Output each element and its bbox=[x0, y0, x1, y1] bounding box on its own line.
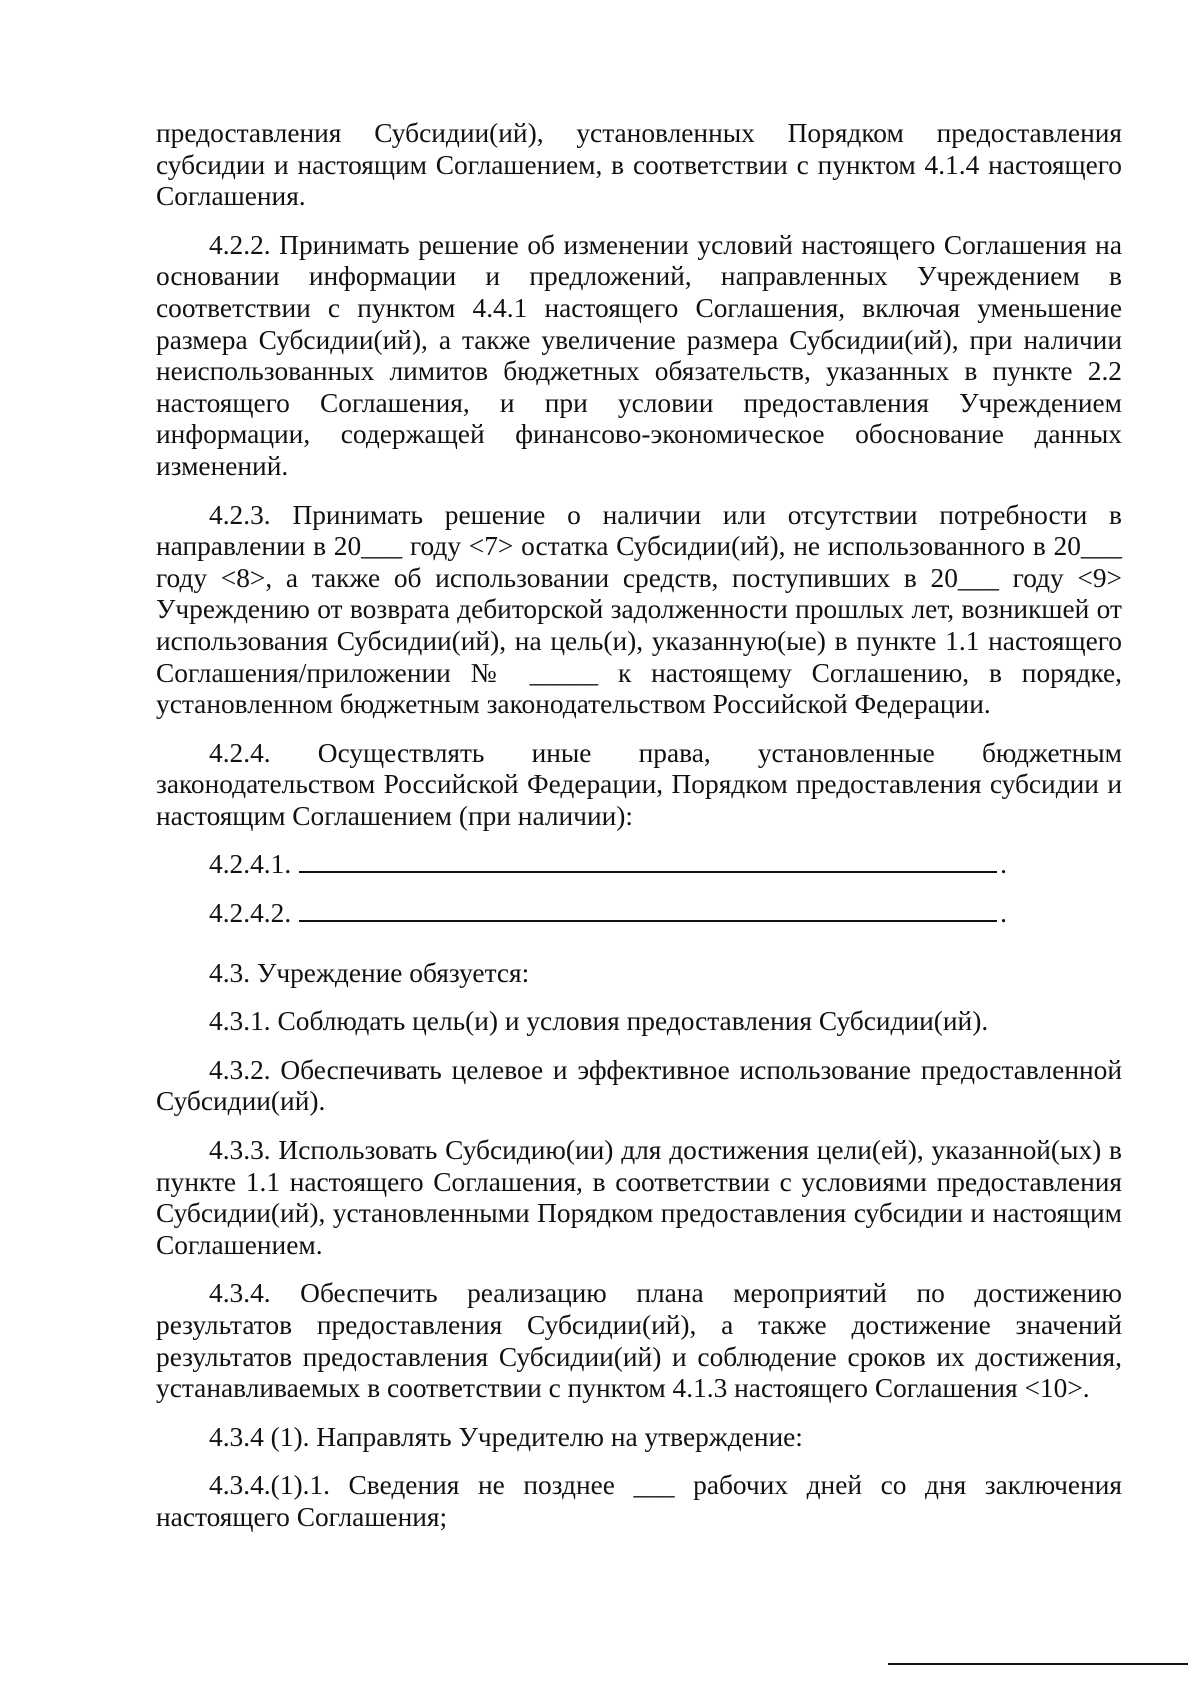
paragraph-4-2-2: 4.2.2. Принимать решение об изменении условий настоящего Соглашения на основании информации и предложений, направленных Учреждением в соответствии с пунктом 4.4.1 настоящего Соглашения, включая уменьшение размера Субсидии(ий), а также увеличение размера Субсидии(ий), при наличии неиспользованных лимитов бюджетных обязательств, указанных в пункте 2.2 настоящего Соглашения, и при условии предоставления Учреждением информации, содержащей финансово-экономическое обоснование данных изменений. bbox=[156, 229, 1122, 481]
fill-line-end: . bbox=[1000, 898, 1008, 929]
paragraph-4-3-3: 4.3.3. Использовать Субсидию(ии) для достижения цели(ей), указанной(ых) в пункте 1.1 настоящего Соглашения, в соответствии с условиями предоставления Субсидии(ий), установленными Порядком предоставления субсидии и настоящим Соглашением. bbox=[156, 1135, 1122, 1260]
fill-line-number: 4.2.4.1. bbox=[209, 849, 292, 880]
fill-line-number: 4.2.4.2. bbox=[209, 898, 292, 929]
fill-line-4-2-4-1 bbox=[156, 849, 1122, 881]
paragraph-4-3: 4.3. Учреждение обязуется: bbox=[209, 957, 530, 988]
document-page bbox=[156, 118, 1122, 1534]
paragraph-4-2-3: 4.2.3. Принимать решение о наличии или отсутствии потребности в направлении в 20___ году <7> остатка Субсидии(ий), не использованного в 20___ году <8>, а также об использовании средств, поступивших в 20___ году <9> Учреждению от возврата дебиторской задолженности прошлых лет, возникшей от использования Субсидии(ий), на цель(и), указанную(ые) в пункте 1.1 настоящего Соглашения/приложении № _____ к настоящему Соглашению, в порядке, установленном бюджетным законодательством Российской Федерации. bbox=[156, 499, 1122, 720]
fill-line-4-2-4-2 bbox=[156, 898, 1122, 930]
fill-line-blank bbox=[299, 898, 997, 922]
paragraph-4-3-2: 4.3.2. Обеспечивать целевое и эффективное использование предоставленной Субсидии(ий). bbox=[156, 1054, 1122, 1117]
paragraph-4-2-4: 4.2.4. Осуществлять иные права, установленные бюджетным законодательством Российской Федерации, Порядком предоставления субсидии и настоящим Соглашением (при наличии): bbox=[156, 737, 1122, 831]
paragraph-4-3-1: 4.3.1. Соблюдать цель(и) и условия предоставления Субсидии(ий). bbox=[209, 1006, 989, 1037]
paragraph-continued: предоставления Субсидии(ий), установленных Порядком предоставления субсидии и настоящим Соглашением, в соответствии с пунктом 4.1.4 настоящего Соглашения. bbox=[156, 118, 1122, 212]
paragraph-4-3-4-1: 4.3.4 (1). Направлять Учредителю на утверждение: bbox=[209, 1421, 803, 1452]
fill-line-blank bbox=[299, 849, 997, 873]
paragraph-4-3-4-1-1: 4.3.4.(1).1. Сведения не позднее ___ рабочих дней со дня заключения настоящего Соглашения; bbox=[156, 1470, 1122, 1532]
fill-line-end: . bbox=[1000, 849, 1008, 880]
footnote-separator bbox=[888, 1663, 1188, 1665]
paragraph-4-3-4: 4.3.4. Обеспечить реализацию плана мероприятий по достижению результатов предоставления Субсидии(ий), а также достижение значений результатов предоставления Субсидии(ий) и соблюдение сроков их достижения, устанавливаемых в соответствии с пунктом 4.1.3 настоящего Соглашения <10>. bbox=[156, 1278, 1122, 1404]
